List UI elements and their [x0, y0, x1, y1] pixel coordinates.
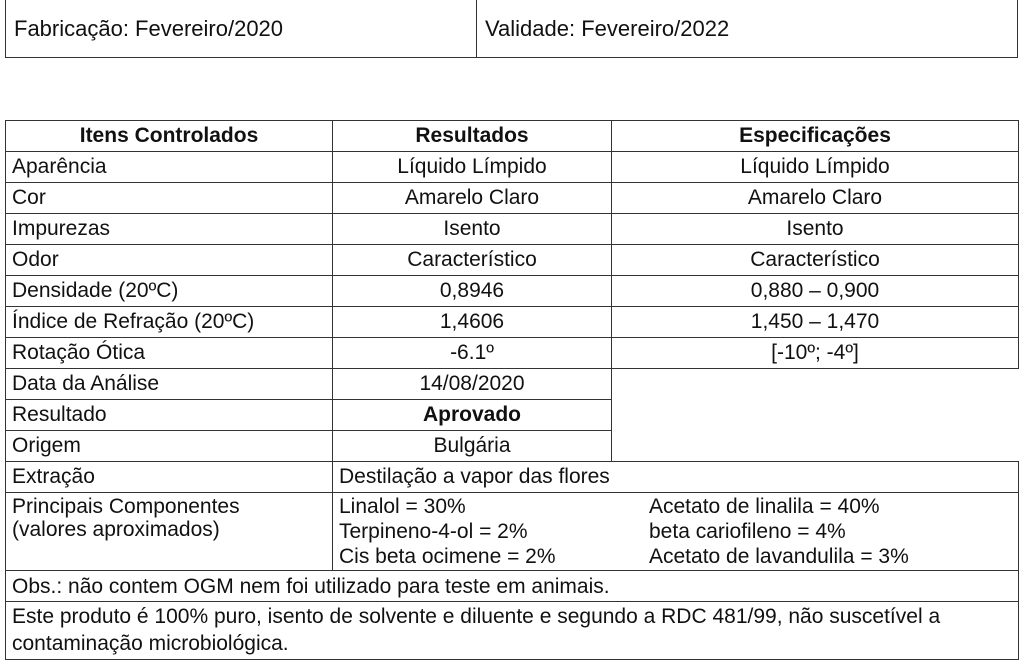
row-label: Odor: [6, 245, 333, 276]
row-result: -6.1º: [333, 338, 612, 369]
row-spec: Isento: [612, 214, 1019, 245]
col-header-especificacoes: Especificações: [612, 121, 1019, 152]
nota-text: Este produto é 100% puro, isento de solvente e diluente e segundo a RDC 481/99, não suscetível a contaminação microbiológica.: [6, 602, 1019, 660]
header-row: [5, 0, 1018, 58]
row-label: Aparência: [6, 152, 333, 183]
origem-value: Bulgária: [333, 431, 612, 462]
table-row: [6, 369, 1019, 400]
table-row: [6, 214, 1019, 245]
row-label: Cor: [6, 183, 333, 214]
row-spec: 0,880 – 0,900: [612, 276, 1019, 307]
col-header-itens: Itens Controlados: [6, 121, 333, 152]
row-spec: Líquido Límpido: [612, 152, 1019, 183]
data-analise-label: Data da Análise: [6, 369, 333, 400]
row-result: Amarelo Claro: [333, 183, 612, 214]
resultado-value: Aprovado: [333, 400, 612, 431]
componente-item: beta cariofileno = 4%: [649, 520, 846, 544]
table-row: [6, 245, 1019, 276]
componentes-label-line1: Principais Componentes: [12, 495, 240, 518]
table-row: [6, 571, 1019, 602]
componente-item: Terpineno-4-ol = 2%: [339, 520, 528, 544]
table-row: [6, 338, 1019, 369]
row-label: Densidade (20ºC): [6, 276, 333, 307]
componentes-list: [333, 493, 1019, 571]
resultado-label: Resultado: [6, 400, 333, 431]
extracao-value: Destilação a vapor das flores: [333, 462, 1019, 493]
fabricacao-text: Fabricação: Fevereiro/2020: [14, 15, 284, 41]
table-row: [6, 152, 1019, 183]
data-analise-value: 14/08/2020: [333, 369, 612, 400]
row-result: 0,8946: [333, 276, 612, 307]
empty-spec-area: [612, 369, 1019, 462]
componente-item: Linalol = 30%: [339, 495, 466, 518]
row-spec: Característico: [612, 245, 1019, 276]
col-header-resultados: Resultados: [333, 121, 612, 152]
componentes-label: [6, 493, 333, 571]
table-row: [6, 462, 1019, 493]
row-spec: Amarelo Claro: [612, 183, 1019, 214]
spec-table: [5, 120, 1019, 660]
table-row: [6, 276, 1019, 307]
row-label: Índice de Refração (20ºC): [6, 307, 333, 338]
row-spec: 1,450 – 1,470: [612, 307, 1019, 338]
componente-item: Acetato de lavandulila = 3%: [649, 545, 909, 569]
componente-item: Cis beta ocimene = 2%: [339, 545, 556, 569]
componentes-label-line2: (valores aproximados): [12, 518, 220, 542]
componente-item: Acetato de linalila = 40%: [649, 495, 880, 518]
row-result: Líquido Límpido: [333, 152, 612, 183]
table-row: [6, 493, 1019, 571]
row-label: Rotação Ótica: [6, 338, 333, 369]
row-result: Característico: [333, 245, 612, 276]
row-result: Isento: [333, 214, 612, 245]
row-result: 1,4606: [333, 307, 612, 338]
table-row: [6, 602, 1019, 660]
table-header-row: [6, 121, 1019, 152]
table-row: [6, 307, 1019, 338]
table-row: [6, 183, 1019, 214]
row-label: Impurezas: [6, 214, 333, 245]
row-spec: [-10º; -4º]: [612, 338, 1019, 369]
validade-text: Validade: Fevereiro/2022: [476, 0, 1017, 57]
obs-text: Obs.: não contem OGM nem foi utilizado para teste em animais.: [6, 571, 1019, 602]
extracao-label: Extração: [6, 462, 333, 493]
origem-label: Origem: [6, 431, 333, 462]
